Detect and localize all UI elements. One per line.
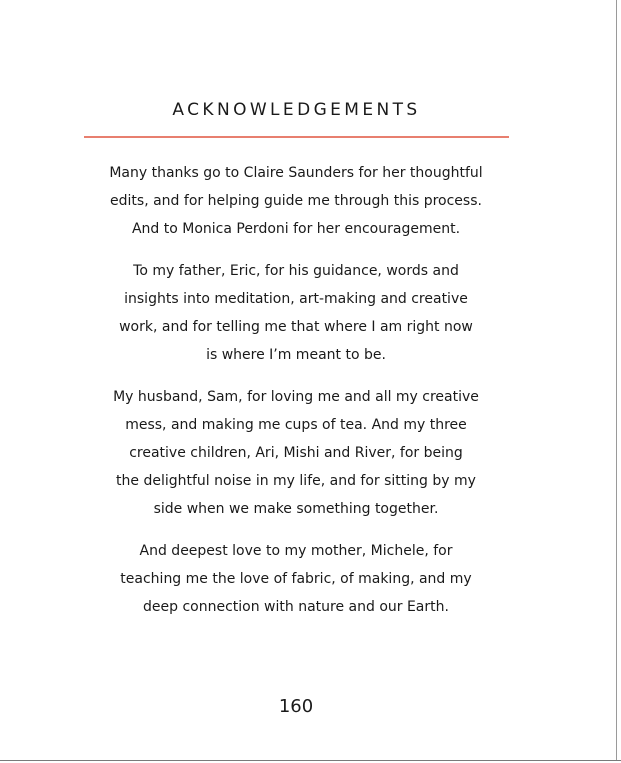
paragraph-line: deep connection with nature and our Earth. — [143, 599, 449, 615]
paragraph-line: work, and for telling me that where I am right now — [119, 319, 473, 335]
paragraph-line: the delightful noise in my life, and for sitting by my — [116, 473, 476, 489]
paragraph-line: Many thanks go to Claire Saunders for her thoughtful — [109, 165, 483, 181]
paragraph-line: My husband, Sam, for loving me and all my creative — [113, 389, 479, 405]
heading-rule — [84, 136, 509, 138]
page-heading: ACKNOWLEDGEMENTS — [172, 100, 421, 120]
paragraph-1 — [96, 159, 496, 243]
paragraph-line: creative children, Ari, Mishi and River, for being — [129, 445, 463, 461]
paragraph-line: side when we make something together. — [153, 501, 439, 517]
page-edge-right — [616, 0, 617, 760]
acknowledgements-body — [96, 159, 496, 635]
paragraph-line: teaching me the love of fabric, of making, and my — [120, 571, 472, 587]
paragraph-3 — [96, 383, 496, 523]
paragraph-4 — [96, 537, 496, 621]
page-edge-bottom — [0, 760, 621, 761]
paragraph-2 — [96, 257, 496, 369]
paragraph-line: And deepest love to my mother, Michele, for — [139, 543, 453, 559]
paragraph-line: mess, and making me cups of tea. And my three — [125, 417, 467, 433]
paragraph-line: edits, and for helping guide me through this process. — [110, 193, 482, 209]
paragraph-line: insights into meditation, art-making and creative — [124, 291, 468, 307]
paragraph-line: To my father, Eric, for his guidance, words and — [133, 263, 459, 279]
page-number: 160 — [278, 696, 314, 717]
paragraph-line: And to Monica Perdoni for her encouragement. — [131, 221, 461, 237]
paragraph-line: is where I’m meant to be. — [206, 347, 386, 363]
